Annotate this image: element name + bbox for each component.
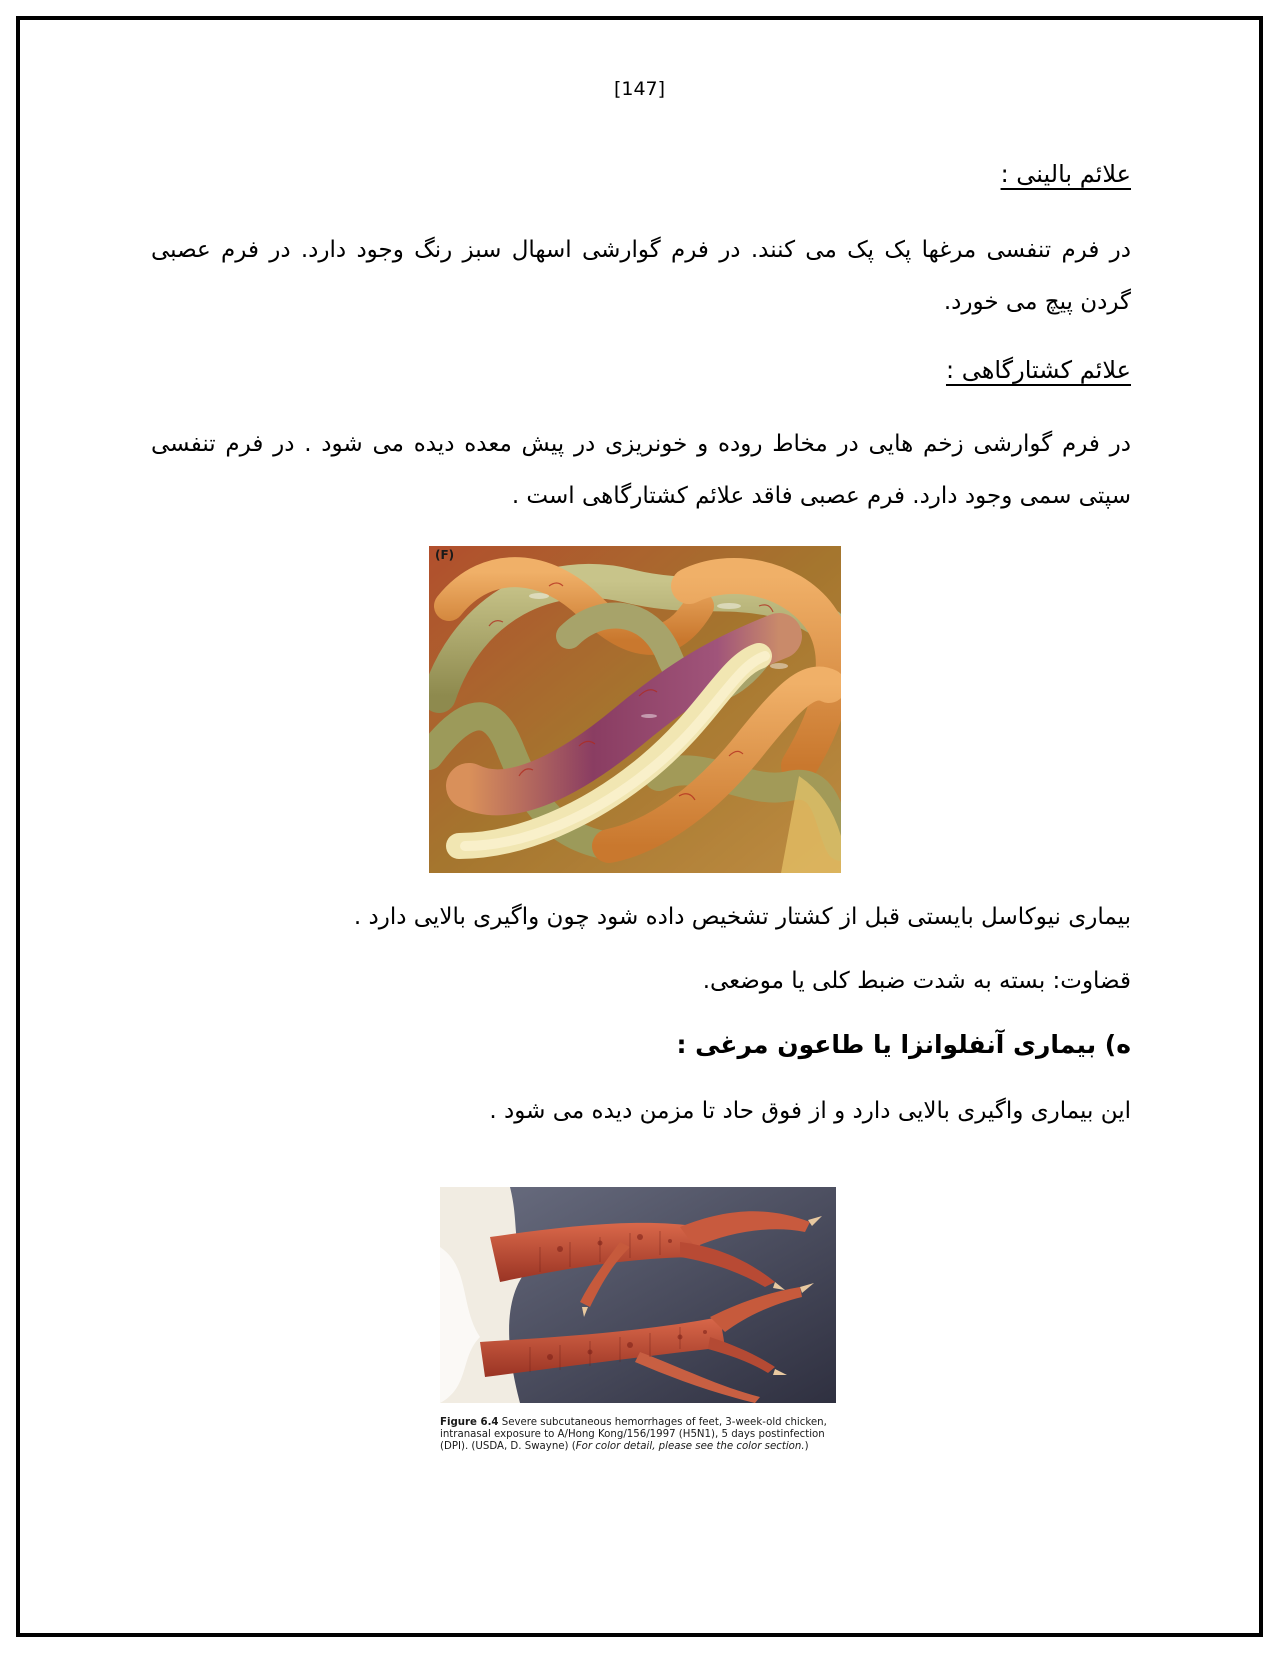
- slaughter-signs-paragraph: در فرم گوارشی زخم هایی در مخاط روده و خونریزی در پیش معده دیده می شود . در فرم تنفسی سپتی سمی وجود دارد. فرم عصبی فاقد علائم کشتارگاهی است .: [151, 431, 1131, 509]
- newcastle-note: بیماری نیوکاسل بایستی قبل از کشتار تشخیص داده شود چون واگیری بالایی دارد .: [353, 904, 1131, 930]
- clinical-signs-heading: علائم بالینی :: [1000, 160, 1131, 188]
- figure-caption-text: Severe subcutaneous hemorrhages of feet, 3-week-old chicken, intranasal exposure to A/Hong Kong/156/1997 (H5N1), 5 days postinfection (DPI). (USDA, D. Swayne) (: [440, 1417, 827, 1452]
- clinical-signs-paragraph: در فرم تنفسی مرغها پک پک می کنند. در فرم گوارشی اسهال سبز رنگ وجود دارد. در فرم عصبی گردن پیچ می خورد.: [151, 237, 1131, 315]
- figure-caption-end: ): [804, 1441, 809, 1452]
- influenza-paragraph: این بیماری واگیری بالایی دارد و از فوق حاد تا مزمن دیده می شود .: [489, 1098, 1131, 1124]
- figure-caption-label: Figure 6.4: [440, 1417, 499, 1428]
- page-number: [147]: [613, 78, 666, 100]
- intestines-photo-label: (F): [435, 548, 455, 562]
- figure-caption: [440, 1417, 840, 1453]
- figure-caption-italic: For color detail, please see the color section.: [575, 1441, 805, 1452]
- influenza-heading: ه) بیماری آنفلوانزا یا طاعون مرغی :: [676, 1030, 1131, 1059]
- judgement-text: قضاوت: بسته به شدت ضبط کلی یا موضعی.: [702, 968, 1131, 994]
- slaughter-signs-heading: علائم کشتارگاهی :: [945, 356, 1131, 384]
- chicken-feet-photo: [440, 1187, 836, 1403]
- intestines-photo: [429, 546, 841, 873]
